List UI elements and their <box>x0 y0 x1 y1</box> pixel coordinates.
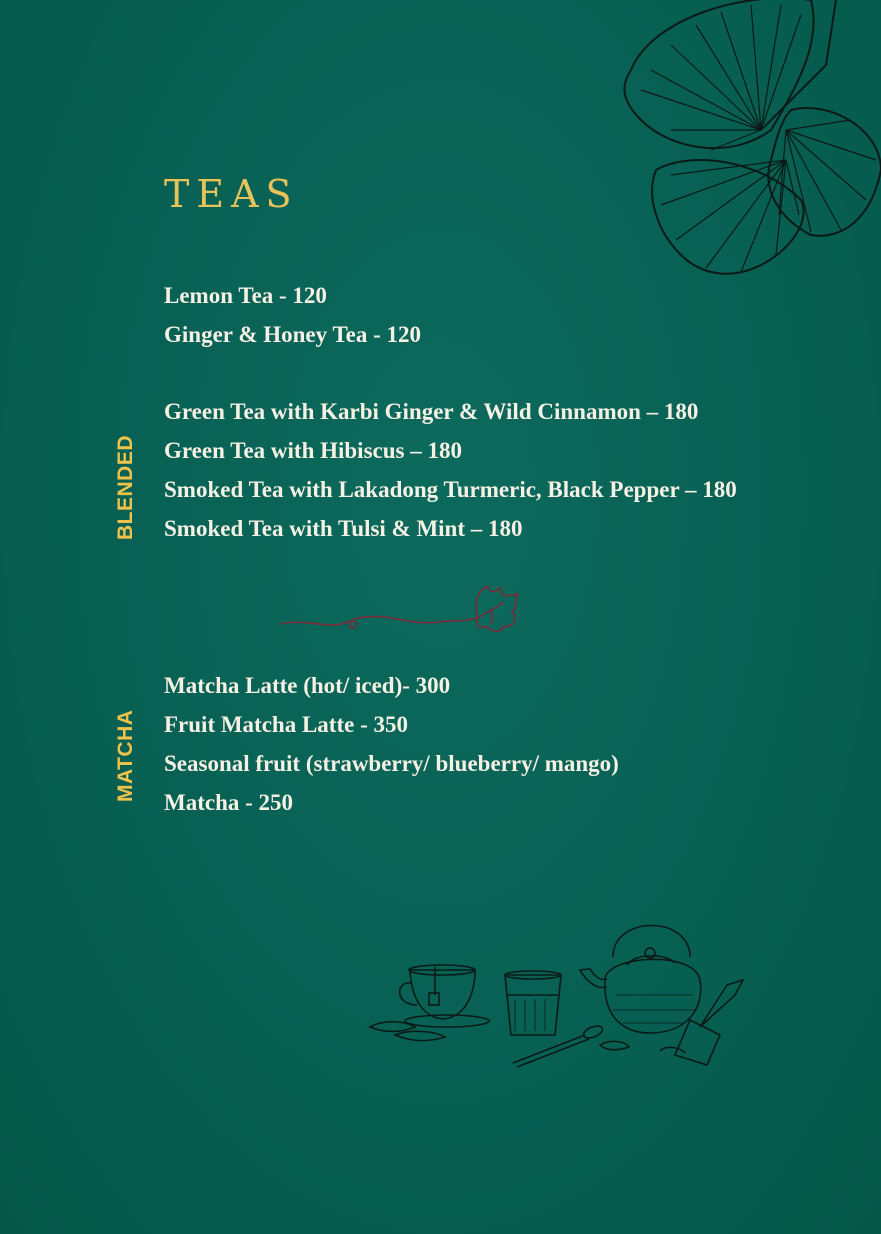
menu-item: Smoked Tea with Lakadong Turmeric, Black Pepper – 180 <box>164 477 737 502</box>
page-title: TEAS <box>164 172 299 216</box>
menu-item: Matcha Latte (hot/ iced)- 300 <box>164 673 451 698</box>
menu-item: Matcha - 250 <box>164 790 294 815</box>
vine-divider <box>278 582 528 642</box>
menu-item: Green Tea with Hibiscus – 180 <box>164 438 462 463</box>
menu-item: Fruit Matcha Latte - 350 <box>164 712 408 737</box>
menu-item: Green Tea with Karbi Ginger & Wild Cinnamon – 180 <box>164 399 699 424</box>
menu-item: Lemon Tea - 120 <box>164 283 327 308</box>
section-label-matcha: MATCHA <box>114 709 137 802</box>
tea-set-illustration <box>365 895 755 1075</box>
ginkgo-leaf-illustration <box>611 0 881 285</box>
menu-item: Seasonal fruit (strawberry/ blueberry/ mango) <box>164 751 619 776</box>
menu-item: Ginger & Honey Tea - 120 <box>164 322 422 347</box>
section-label-blended: BLENDED <box>114 434 137 540</box>
menu-item: Smoked Tea with Tulsi & Mint – 180 <box>164 516 523 541</box>
